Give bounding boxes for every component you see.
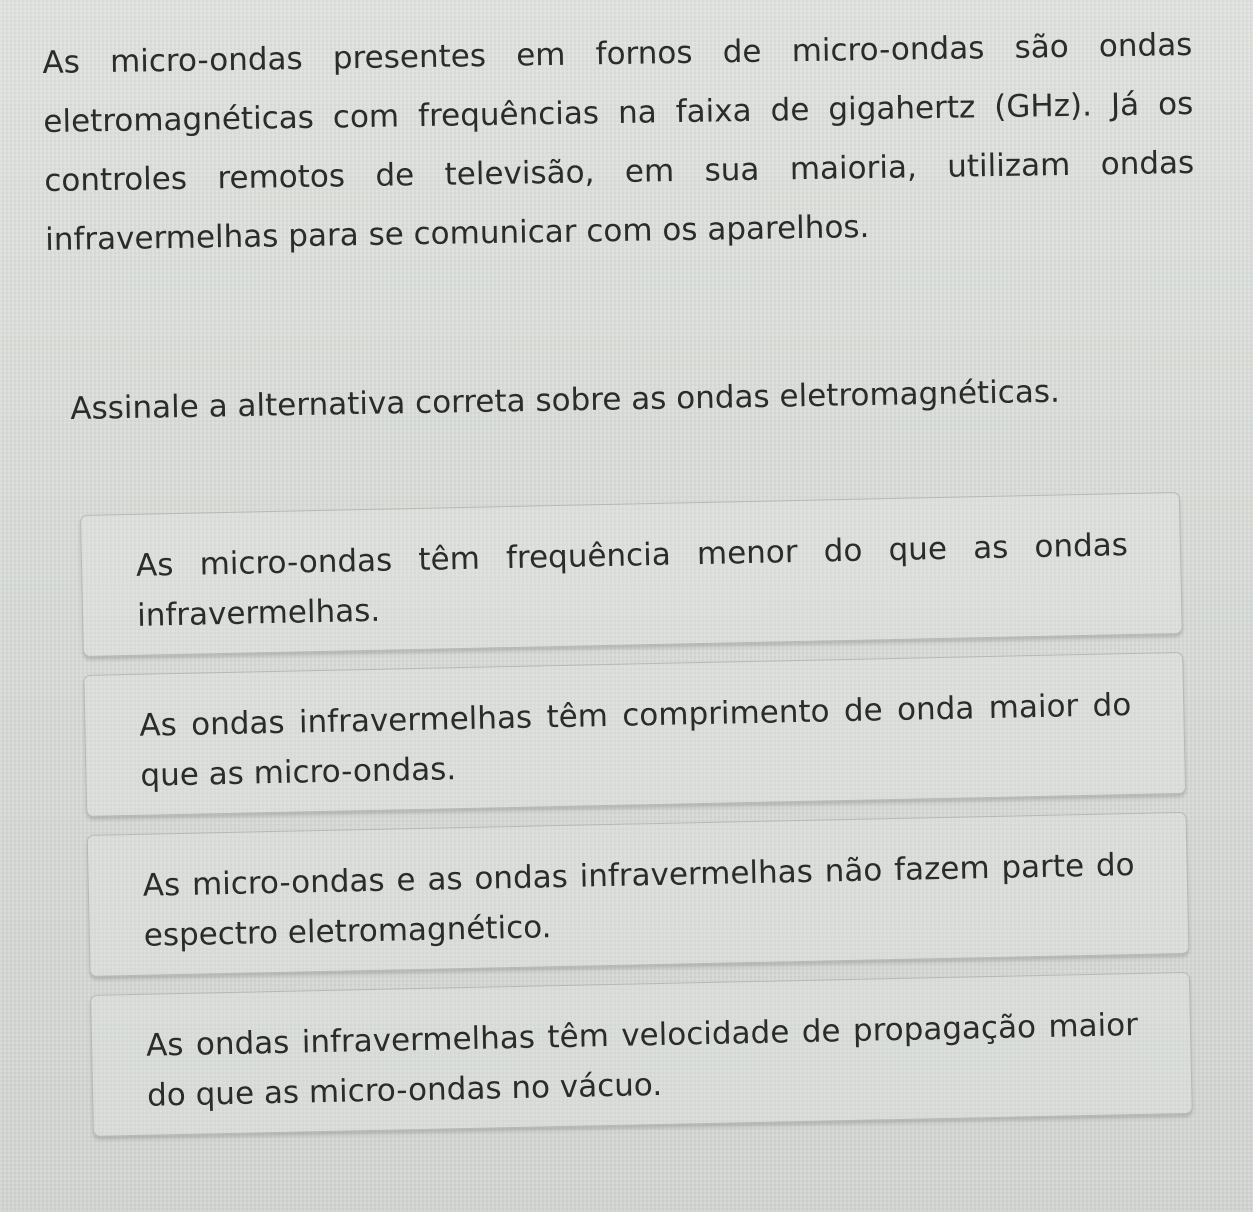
answer-option-1[interactable]: [80, 492, 1183, 657]
answer-option-3[interactable]: [87, 812, 1190, 977]
answer-option-text: As ondas infravermelhas têm comprimento de onda maior do que as micro-ondas.: [139, 687, 1132, 794]
intro-paragraph: As micro-ondas presentes em fornos de micro-ondas são ondas eletromagnéticas com frequências na faixa de gigahertz (GHz). Já os controles remotos de televisão, em sua maioria, utilizam ondas infravermelhas para se comunicar com os aparelhos.: [42, 26, 1195, 258]
answer-options-list: [80, 492, 1203, 1155]
answer-option-text: As micro-ondas e as ondas infravermelhas não fazem parte do espectro eletromagnético.: [142, 846, 1135, 954]
answer-option-text: As ondas infravermelhas têm velocidade de propagação maior do que as micro-ondas no vácuo.: [145, 1006, 1139, 1114]
answer-option-text: As micro-ondas têm frequência menor do que as ondas infravermelhas.: [135, 527, 1129, 634]
answer-option-4[interactable]: [90, 972, 1193, 1137]
question-prompt: Assinale a alternativa correta sobre as ondas eletromagnéticas.: [70, 373, 1061, 427]
answer-option-2[interactable]: [83, 652, 1186, 817]
